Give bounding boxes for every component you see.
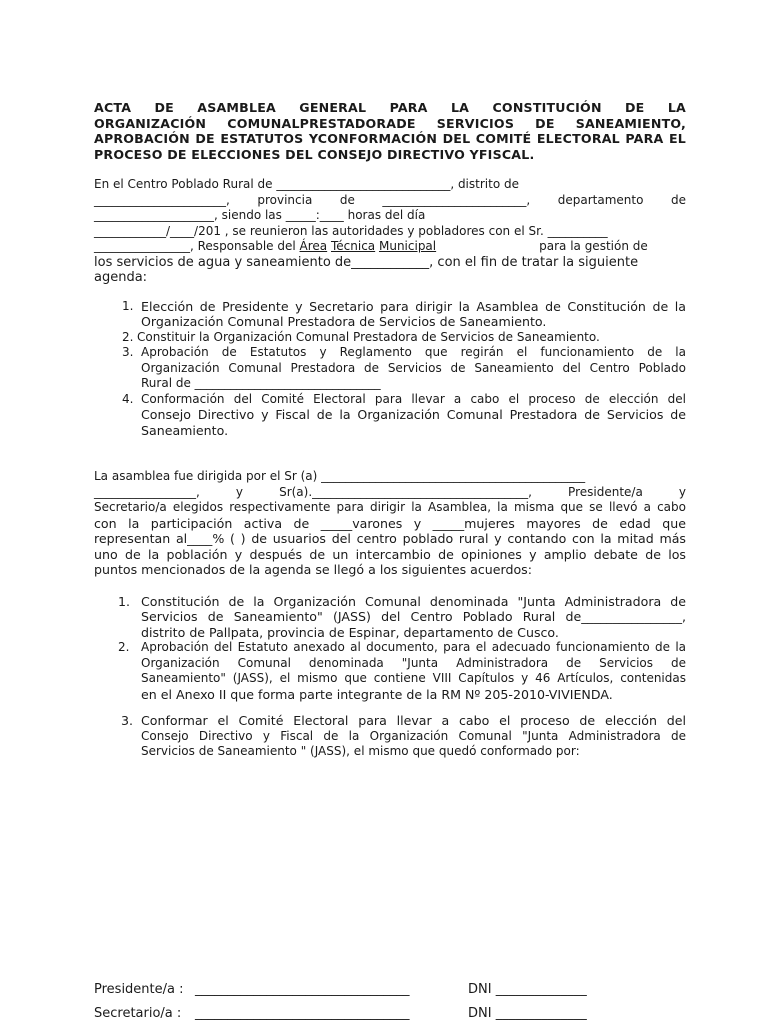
item-line: Elección de Presidente y Secretario para dirigir la Asamblea de Constitución de la (141, 298, 686, 314)
item-line: Aprobación del Estatuto anexado al documento, para el adecuado funcionamiento de la (141, 640, 686, 654)
title-line: ORGANIZACIÓN COMUNALPRESTADORADE SERVICIOS DE SANEAMIENTO, (94, 115, 686, 131)
body-line: La asamblea fue dirigida por el Sr (a) ____________________________________________ (94, 469, 586, 483)
body-line: representan al____% ( ) de usuarios del centro poblado rural y contando con la mitad más (94, 531, 686, 546)
signature-line: _________________________________ (195, 982, 410, 997)
title-line: APROBACIÓN DE ESTATUTOS YCONFORMACIÓN DEL COMITÉ ELECTORAL PARA EL (94, 131, 686, 146)
item-line: Saneamiento" (JASS), el mismo que contiene VIII Capítulos y 46 Artículos, contenidas (141, 671, 686, 685)
item-line: Rural de _______________________________ (141, 376, 381, 390)
signature-line: _________________________________ (195, 1006, 410, 1021)
item-line: Organización Comunal Prestadora de Servicios de Saneamiento del Centro Poblado (141, 360, 686, 375)
intro-line: los servicios de agua y saneamiento de____________, con el fin de tratar la siguiente (94, 254, 639, 270)
item-number: 3. (121, 713, 134, 728)
item-line: distrito de Pallpata, provincia de Espinar, departamento de Cusco. (141, 624, 559, 640)
acuerdo-item (94, 594, 686, 641)
item-number: 1. (122, 298, 134, 313)
intro-line: En el Centro Poblado Rural de _____________________________, distrito de (94, 177, 519, 191)
agenda-item (94, 392, 686, 439)
item-line: en el Anexo II que forma parte integrante de la RM Nº 205-2010-VIVIENDA. (141, 686, 613, 702)
intro-text: Municipal (378, 239, 437, 253)
title-line: PROCESO DE ELECCIONES DEL CONSEJO DIRECTIVO YFISCAL. (94, 146, 535, 162)
intro-line: agenda: (94, 270, 148, 285)
acuerdos-list (94, 594, 686, 760)
agenda-list (94, 299, 686, 439)
intro-paragraph (94, 177, 686, 286)
item-line: Organización Comunal Prestadora de Servicios de Saneamiento. (141, 314, 547, 329)
intro-line: ____________________, siendo las _____:____ horas del día (94, 208, 426, 222)
body-line: puntos mencionados de la agenda se llegó a los siguientes acuerdos: (94, 562, 532, 577)
item-line: Servicios de Saneamiento" (JASS) del Centro Poblado Rural de________________, (141, 609, 686, 624)
body-line: con la participación activa de _____varones y _____mujeres mayores de edad que (94, 515, 686, 531)
dni-field: DNI ______________ (468, 982, 587, 997)
signature-label: Presidente/a : (94, 982, 184, 997)
item-line: Constituir la Organización Comunal Prestadora de Servicios de Saneamiento. (137, 329, 600, 344)
item-line: Consejo Directivo y Fiscal de la Organización Comunal Prestadora de Servicios de (141, 407, 686, 422)
acuerdo-item (94, 713, 686, 760)
item-line: Conformación del Comité Electoral para llevar a cabo el proceso de elección del (141, 391, 686, 406)
item-number: 1. (118, 593, 131, 609)
intro-line (94, 239, 686, 255)
acuerdo-item (94, 640, 686, 702)
item-line: Servicios de Saneamiento " (JASS), el mismo que quedó conformado por: (141, 744, 580, 758)
agenda-item (94, 330, 686, 346)
intro-text: Área (299, 239, 328, 253)
intro-line: ______________________, provincia de ________________________, departamento de (94, 192, 686, 207)
item-line: Saneamiento. (141, 422, 229, 438)
item-number: 2. (118, 640, 130, 654)
agenda-item (94, 345, 686, 392)
item-number: 3. (122, 345, 134, 359)
document-page (94, 100, 686, 760)
agenda-item (94, 299, 686, 330)
intro-text: para la gestión de (436, 239, 648, 253)
item-line: Aprobación de Estatutos y Reglamento que regirán el funcionamiento de la (141, 345, 686, 359)
title-line: ACTA DE ASAMBLEA GENERAL PARA LA CONSTITUCIÓN DE LA (94, 100, 686, 115)
item-line: Organización Comunal denominada "Junta Administradora de Servicios de (141, 655, 686, 670)
intro-text: ________________, Responsable del (94, 239, 300, 253)
intro-text: Técnica (330, 239, 376, 253)
body-line: _________________, y Sr(a).____________________________________, Presidente/a y (94, 484, 686, 499)
item-line: Conformar el Comité Electoral para llevar a cabo el proceso de elección del (141, 713, 686, 728)
assembly-paragraph (94, 469, 686, 578)
item-line: Constitución de la Organización Comunal denominada "Junta Administradora de (141, 593, 686, 609)
item-number: 2. (122, 329, 134, 344)
dni-field: DNI ______________ (468, 1006, 587, 1021)
intro-line: ____________/____/201 , se reunieron las autoridades y pobladores con el Sr. __________ (94, 223, 608, 238)
body-line: Secretario/a elegidos respectivamente para dirigir la Asamblea, la misma que se llevó a cabo (94, 500, 686, 514)
signature-label: Secretario/a : (94, 1006, 182, 1021)
item-line: Consejo Directivo y Fiscal de la Organización Comunal "Junta Administradora de (141, 728, 686, 743)
item-number: 4. (122, 391, 134, 406)
document-title (94, 100, 686, 162)
body-line: uno de la población y después de un intercambio de opiniones y amplio debate de los (94, 546, 686, 562)
